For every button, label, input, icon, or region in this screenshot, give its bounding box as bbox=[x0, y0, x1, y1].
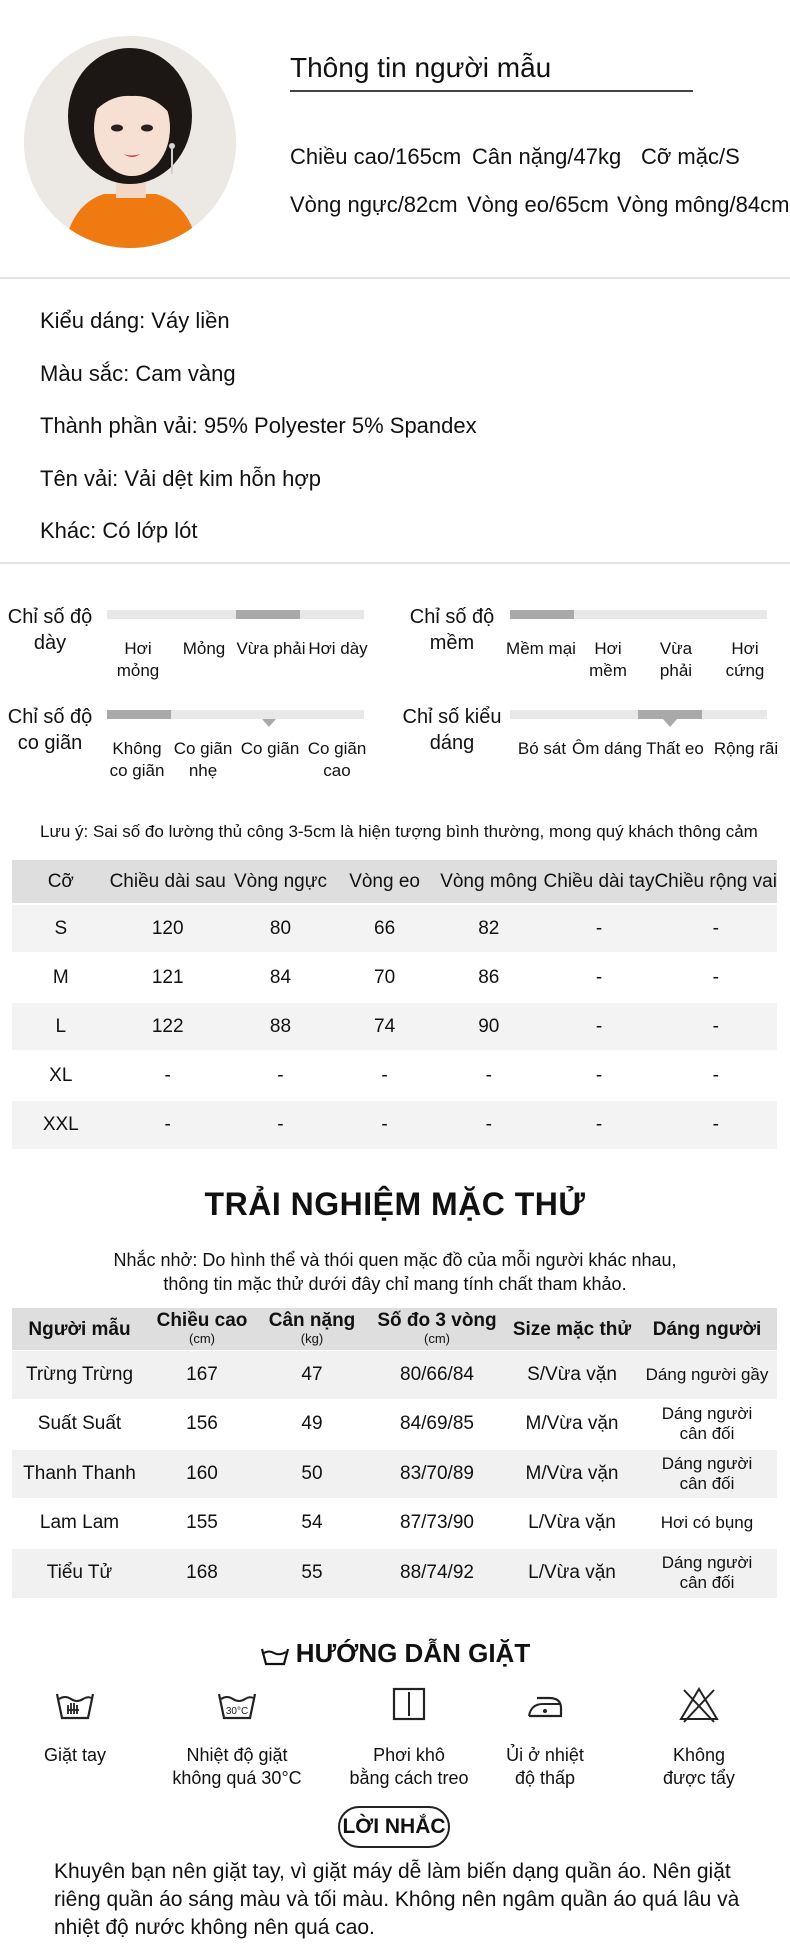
size-cell: L bbox=[12, 1002, 110, 1051]
size-cell: M bbox=[12, 953, 110, 1002]
wash-item-30c bbox=[162, 1684, 312, 1790]
thickness-option-selected: Vừa phải bbox=[236, 639, 306, 658]
softness-index-indicator bbox=[510, 610, 574, 619]
attr-fabric-name: Tên vải: Vải dệt kim hỗn hợp bbox=[40, 466, 322, 491]
size-cell: 121 bbox=[110, 953, 226, 1002]
size-cell: - bbox=[226, 1100, 335, 1149]
washing-guide-title bbox=[0, 1638, 790, 1669]
size-cell: - bbox=[335, 1100, 434, 1149]
fit-index-indicator bbox=[638, 710, 702, 719]
table-row bbox=[12, 1400, 777, 1450]
try-cell: Tiểu Tử bbox=[12, 1548, 147, 1598]
size-cell: 70 bbox=[335, 953, 434, 1002]
size-cell: - bbox=[654, 904, 777, 953]
try-col-header bbox=[147, 1308, 257, 1350]
table-row bbox=[12, 1100, 777, 1149]
softness-index-label: Chỉ số độ mềm bbox=[409, 606, 495, 654]
wash-label-line: Không bbox=[672, 1745, 726, 1765]
try-col-header bbox=[637, 1308, 777, 1350]
try-on-table-header bbox=[12, 1308, 777, 1350]
softness-option: Hơi mềm bbox=[589, 639, 627, 680]
wash-item-no-bleach bbox=[624, 1684, 774, 1790]
reminder-badge: LỜI NHẮC bbox=[338, 1806, 450, 1848]
thickness-index-indicator bbox=[236, 610, 300, 619]
try-cell: 167 bbox=[147, 1350, 257, 1400]
attr-color: Màu sắc: Cam vàng bbox=[40, 361, 236, 386]
try-cell: 155 bbox=[147, 1499, 257, 1549]
try-cell: 87/73/90 bbox=[367, 1499, 507, 1549]
model-height: Chiều cao/165cm bbox=[290, 144, 462, 169]
size-cell: - bbox=[110, 1051, 226, 1100]
size-cell: 122 bbox=[110, 1002, 226, 1051]
attr-style: Kiểu dáng: Váy liền bbox=[40, 308, 230, 333]
try-cell-body-shape: Hơi có bụng bbox=[637, 1499, 777, 1549]
wash-item-dry bbox=[334, 1684, 484, 1790]
section-divider bbox=[0, 277, 790, 279]
try-cell-body-shape: Dáng người cân đối bbox=[637, 1548, 777, 1598]
size-col-header: Chiều rộng vai bbox=[654, 860, 777, 904]
title-underline bbox=[290, 90, 693, 92]
size-col-header: Vòng eo bbox=[335, 860, 434, 904]
try-on-title: TRẢI NGHIỆM MẶC THỬ bbox=[204, 1186, 586, 1222]
wash-label-line: độ thấp bbox=[514, 1768, 576, 1788]
try-cell: 156 bbox=[147, 1400, 257, 1450]
try-on-reminder-line1: Nhắc nhở: Do hình thể và thói quen mặc đồ của mỗi người khác nhau, bbox=[113, 1250, 677, 1270]
try-cell: 49 bbox=[257, 1400, 367, 1450]
model-waist: Vòng eo/65cm bbox=[467, 192, 609, 217]
size-cell: - bbox=[544, 904, 655, 953]
size-table-header bbox=[12, 860, 777, 904]
wash-label bbox=[624, 1744, 774, 1790]
try-cell: 160 bbox=[147, 1449, 257, 1499]
size-cell: 74 bbox=[335, 1002, 434, 1051]
size-cell: - bbox=[226, 1051, 335, 1100]
size-cell: 80 bbox=[226, 904, 335, 953]
try-cell: 88/74/92 bbox=[367, 1548, 507, 1598]
fit-option-selected: Thất eo bbox=[646, 739, 704, 758]
size-cell: 84 bbox=[226, 953, 335, 1002]
try-cell: M/Vừa vặn bbox=[507, 1449, 637, 1499]
reminder-text: Khuyên bạn nên giặt tay, vì giặt máy dễ làm biến dạng quần áo. Nên giặt riêng quần áo sáng màu và tối màu. Không nên ngâm quần áo quá lâu và nhiệt độ nước không nên quá cao. bbox=[54, 1860, 740, 1939]
try-col-header bbox=[257, 1308, 367, 1350]
dry-flat-icon bbox=[389, 1684, 429, 1724]
size-cell: 120 bbox=[110, 904, 226, 953]
model-avatar bbox=[24, 36, 236, 248]
fit-index-label: Chỉ số kiểu dáng bbox=[402, 706, 502, 754]
model-hip: Vòng mông/84cm bbox=[617, 192, 790, 217]
stretch-option: Co giãn cao bbox=[307, 739, 367, 780]
softness-option: Vừa phải bbox=[659, 639, 693, 680]
try-cell: 55 bbox=[257, 1548, 367, 1598]
try-col-header-unit: (cm) bbox=[189, 1330, 215, 1346]
attr-other: Khác: Có lớp lót bbox=[40, 518, 198, 543]
wash-label-line: được tẩy bbox=[663, 1768, 735, 1788]
try-cell: 80/66/84 bbox=[367, 1350, 507, 1400]
size-cell: 88 bbox=[226, 1002, 335, 1051]
try-cell-body-shape: Dáng người gầy bbox=[637, 1350, 777, 1400]
size-cell: 86 bbox=[434, 953, 544, 1002]
section-divider bbox=[0, 562, 790, 564]
try-cell-body-shape: Dáng người cân đối bbox=[637, 1400, 777, 1450]
size-col-header: Cỡ bbox=[12, 860, 110, 904]
softness-option-selected: Mềm mại bbox=[506, 639, 576, 658]
stretch-index-indicator bbox=[107, 710, 171, 719]
size-cell: - bbox=[544, 1100, 655, 1149]
try-cell: 50 bbox=[257, 1449, 367, 1499]
size-col-header: Chiều dài tay bbox=[544, 860, 655, 904]
try-cell: Lam Lam bbox=[12, 1499, 147, 1549]
try-col-header-unit: (kg) bbox=[300, 1330, 324, 1346]
fit-option: Rộng rãi bbox=[713, 739, 779, 758]
size-cell: 90 bbox=[434, 1002, 544, 1051]
size-cell: 82 bbox=[434, 904, 544, 953]
size-cell: XL bbox=[12, 1051, 110, 1100]
size-col-header: Chiều dài sau bbox=[110, 860, 226, 904]
try-col-header bbox=[507, 1308, 637, 1350]
size-table bbox=[12, 860, 777, 1149]
fit-index-marker bbox=[663, 719, 677, 727]
size-cell: - bbox=[654, 1051, 777, 1100]
size-cell: - bbox=[335, 1051, 434, 1100]
try-col-header-label: Size mặc thử bbox=[512, 1318, 632, 1340]
table-row bbox=[12, 1548, 777, 1598]
size-col-header: Vòng mông bbox=[434, 860, 544, 904]
size-cell: S bbox=[12, 904, 110, 953]
wash-temp-text: 30°C bbox=[225, 1706, 249, 1717]
try-cell: S/Vừa vặn bbox=[507, 1350, 637, 1400]
try-cell: 54 bbox=[257, 1499, 367, 1549]
size-cell: - bbox=[434, 1051, 544, 1100]
table-row bbox=[12, 1002, 777, 1051]
model-photo bbox=[24, 36, 236, 248]
attr-fabric-composition: Thành phần vải: 95% Polyester 5% Spandex bbox=[40, 413, 477, 438]
try-cell: M/Vừa vặn bbox=[507, 1400, 637, 1450]
table-row bbox=[12, 1350, 777, 1400]
do-not-bleach-icon bbox=[677, 1684, 721, 1724]
wash-label bbox=[470, 1744, 620, 1790]
thickness-option: Hơi dày bbox=[308, 639, 368, 658]
size-cell: - bbox=[544, 1002, 655, 1051]
wash-tub-icon bbox=[260, 1644, 290, 1666]
size-cell: - bbox=[654, 1100, 777, 1149]
iron-low-icon bbox=[521, 1684, 569, 1724]
measurement-note: Lưu ý: Sai số đo lường thủ công 3-5cm là hiện tượng bình thường, mong quý khách thông cảm bbox=[40, 822, 758, 841]
table-row bbox=[12, 1449, 777, 1499]
try-cell: 47 bbox=[257, 1350, 367, 1400]
wash-label bbox=[0, 1744, 150, 1767]
try-col-header-label: Dáng người bbox=[652, 1318, 762, 1340]
fit-option: Bó sát bbox=[517, 739, 567, 758]
washing-guide-title-text: HƯỚNG DẪN GIẶT bbox=[295, 1638, 531, 1668]
size-cell: - bbox=[544, 953, 655, 1002]
wash-label-line: Ủi ở nhiệt bbox=[506, 1745, 584, 1765]
model-weight: Cân nặng/47kg bbox=[472, 144, 622, 169]
try-cell-body-shape: Dáng người cân đối bbox=[637, 1449, 777, 1499]
model-info-title: Thông tin người mẫu bbox=[290, 52, 552, 83]
size-cell: - bbox=[654, 953, 777, 1002]
size-cell: - bbox=[434, 1100, 544, 1149]
thickness-option: Hơi mỏng bbox=[116, 639, 160, 680]
size-cell: - bbox=[544, 1051, 655, 1100]
model-size: Cỡ mặc/S bbox=[641, 144, 740, 169]
stretch-index-marker bbox=[262, 719, 276, 727]
table-row bbox=[12, 1051, 777, 1100]
model-bust: Vòng ngực/82cm bbox=[290, 192, 458, 217]
try-col-header bbox=[367, 1308, 507, 1350]
stretch-index-label: Chỉ số độ co giãn bbox=[7, 706, 93, 754]
wash-label bbox=[162, 1744, 312, 1790]
size-cell: - bbox=[110, 1100, 226, 1149]
wash-label-line: bằng cách treo bbox=[349, 1768, 469, 1788]
try-cell: L/Vừa vặn bbox=[507, 1499, 637, 1549]
try-cell: Trừng Trừng bbox=[12, 1350, 147, 1400]
size-cell: 66 bbox=[335, 904, 434, 953]
try-col-header-label: Cân nặng bbox=[268, 1309, 356, 1331]
size-cell: - bbox=[654, 1002, 777, 1051]
wash-30-icon bbox=[215, 1684, 259, 1724]
size-cell: XXL bbox=[12, 1100, 110, 1149]
wash-label bbox=[334, 1744, 484, 1790]
wash-item-iron bbox=[470, 1684, 620, 1790]
try-cell: Thanh Thanh bbox=[12, 1449, 147, 1499]
try-cell: 84/69/85 bbox=[367, 1400, 507, 1450]
try-col-header-unit: (cm) bbox=[424, 1330, 450, 1346]
wash-label-line: Phơi khô bbox=[373, 1745, 445, 1765]
table-row bbox=[12, 953, 777, 1002]
softness-option: Hơi cứng bbox=[725, 639, 765, 680]
wash-item-hand-wash bbox=[0, 1684, 150, 1767]
table-row bbox=[12, 904, 777, 953]
try-col-header-label: Chiều cao bbox=[156, 1309, 248, 1331]
hand-wash-icon bbox=[53, 1684, 97, 1724]
model-info-section bbox=[0, 0, 790, 278]
try-col-header-label: Số đo 3 vòng bbox=[377, 1309, 497, 1331]
try-cell: 168 bbox=[147, 1548, 257, 1598]
try-cell: Suất Suất bbox=[12, 1400, 147, 1450]
try-col-header bbox=[12, 1308, 147, 1350]
try-cell: L/Vừa vặn bbox=[507, 1548, 637, 1598]
thickness-option: Mỏng bbox=[182, 639, 226, 658]
stretch-option: Co giãn nhẹ bbox=[173, 739, 233, 780]
try-cell: 83/70/89 bbox=[367, 1449, 507, 1499]
try-col-header-label: Người mẫu bbox=[28, 1318, 131, 1340]
stretch-option-selected: Co giãn bbox=[240, 739, 300, 758]
try-on-table bbox=[12, 1308, 777, 1598]
stretch-option: Không co giãn bbox=[109, 739, 165, 780]
table-row bbox=[12, 1499, 777, 1549]
size-col-header: Vòng ngực bbox=[226, 860, 335, 904]
wash-label-line: Giặt tay bbox=[43, 1745, 107, 1765]
try-on-reminder-line2: thông tin mặc thử dưới đây chỉ mang tính chất tham khảo. bbox=[163, 1274, 627, 1294]
fit-option: Ôm dáng bbox=[572, 739, 642, 758]
wash-label-line: không quá 30°C bbox=[172, 1768, 302, 1788]
thickness-index-label: Chỉ số độ dày bbox=[7, 606, 93, 654]
wash-label-line: Nhiệt độ giặt bbox=[186, 1745, 288, 1765]
